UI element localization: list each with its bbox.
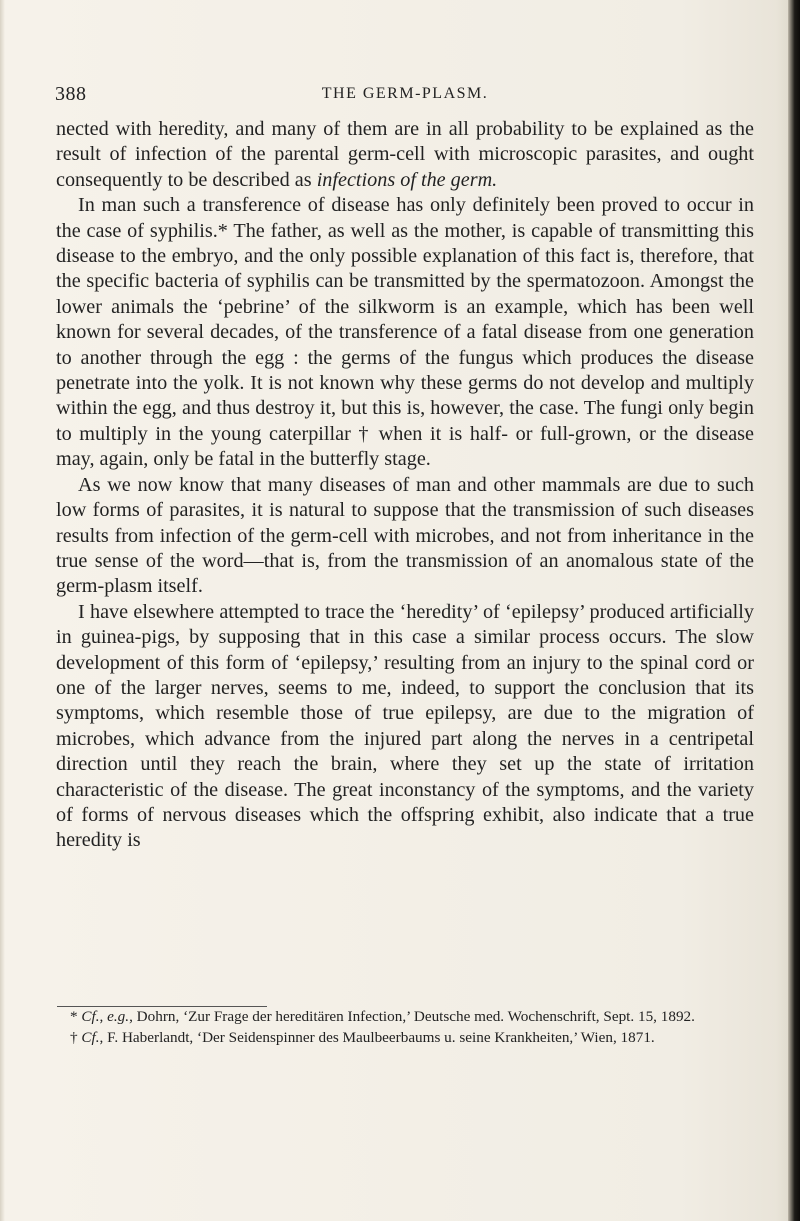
italic-run: Cf.: [81, 1028, 100, 1046]
text-run: , Dohrn, ‘Zur Frage der hereditären Infection,’ Deutsche med. Wochenschrift, Sept. 15, 1892.: [129, 1008, 695, 1025]
paragraph: [56, 600, 754, 854]
text-run: As we now know that many diseases of man and other mammals are due to such low forms of parasites, it is natural to suppose that the transmission of such diseases results from infection of the germ-cell with microbes, and not from inheritance in the true sense of the word—that is, from the transmission of an anomalous state of the germ-plasm itself.: [56, 473, 754, 598]
page-number: 388: [55, 83, 87, 105]
body-text: [56, 117, 754, 854]
text-run: nected with heredity, and many of them are in all probability to be explained as the result of infection of the parental germ-cell with microscopic parasites, and ought consequently to be described as: [56, 118, 754, 191]
text-run: In man such a transference of disease has only definitely been proved to occur in the case of syphilis.* The father, as well as the mother, is capable of transmitting this disease to the embryo, and the only possible explanation of this fact is, therefore, that the specific bacteria of syphilis can be transmitted by the spermatozoon. Amongst the lower animals the ‘pebrine’ of the silkworm is an example, which has been well known for several decades, of the transference of a fatal disease from one generation to another through the egg : the germs of the fungus which produces the disease penetrate into the yolk. It is not known why these germs do not develop and multiply within the egg, and thus destroy it, but this is, however, the case. The fungi only begin to multiply in the young caterpillar † when it is half- or full-grown, or the disease may, again, only be fatal in the butterfly stage.: [56, 194, 754, 471]
page-gutter-shadow: [0, 0, 5, 1221]
page-header: [55, 83, 755, 113]
italic-run: infections of the germ.: [316, 168, 498, 191]
running-head: THE GERM-PLASM.: [321, 85, 489, 102]
italic-run: e.g.: [107, 1008, 130, 1025]
footnote: [56, 1028, 754, 1049]
paragraph: [56, 117, 754, 193]
footnotes: [56, 1007, 754, 1048]
text-run: , F. Haberlandt, ‘Der Seidenspinner des Maulbeerbaums u. seine Krankheiten,’ Wien, 1871.: [99, 1028, 655, 1046]
paragraph: [56, 193, 754, 472]
text-run: I have elsewhere attempted to trace the ‘heredity’ of ‘epilepsy’ produced artificially in guinea-pigs, by supposing that in this case a similar process occurs. The slow development of this form of ‘epilepsy,’ resulting from an injury to the spinal cord or one of the larger nerves, seems to me, indeed, to support the conclusion that its symptoms, which resemble those of true epilepsy, are due to the migration of microbes, which advance from the injured part along the nerves in a centripetal direction until they reach the brain, where they set up the state of irritation characteristic of the disease. The great inconstancy of the symptoms, and the variety of forms of nervous diseases which the offspring exhibit, also indicate that a true heredity is: [56, 600, 754, 852]
page-edge-shadow: [788, 0, 800, 1221]
italic-run: Cf.: [81, 1008, 100, 1025]
text-run: †: [70, 1028, 82, 1046]
footnote: [56, 1007, 754, 1028]
paragraph: [56, 473, 754, 600]
text-run: *: [70, 1008, 82, 1025]
text-run: ,: [99, 1008, 108, 1025]
